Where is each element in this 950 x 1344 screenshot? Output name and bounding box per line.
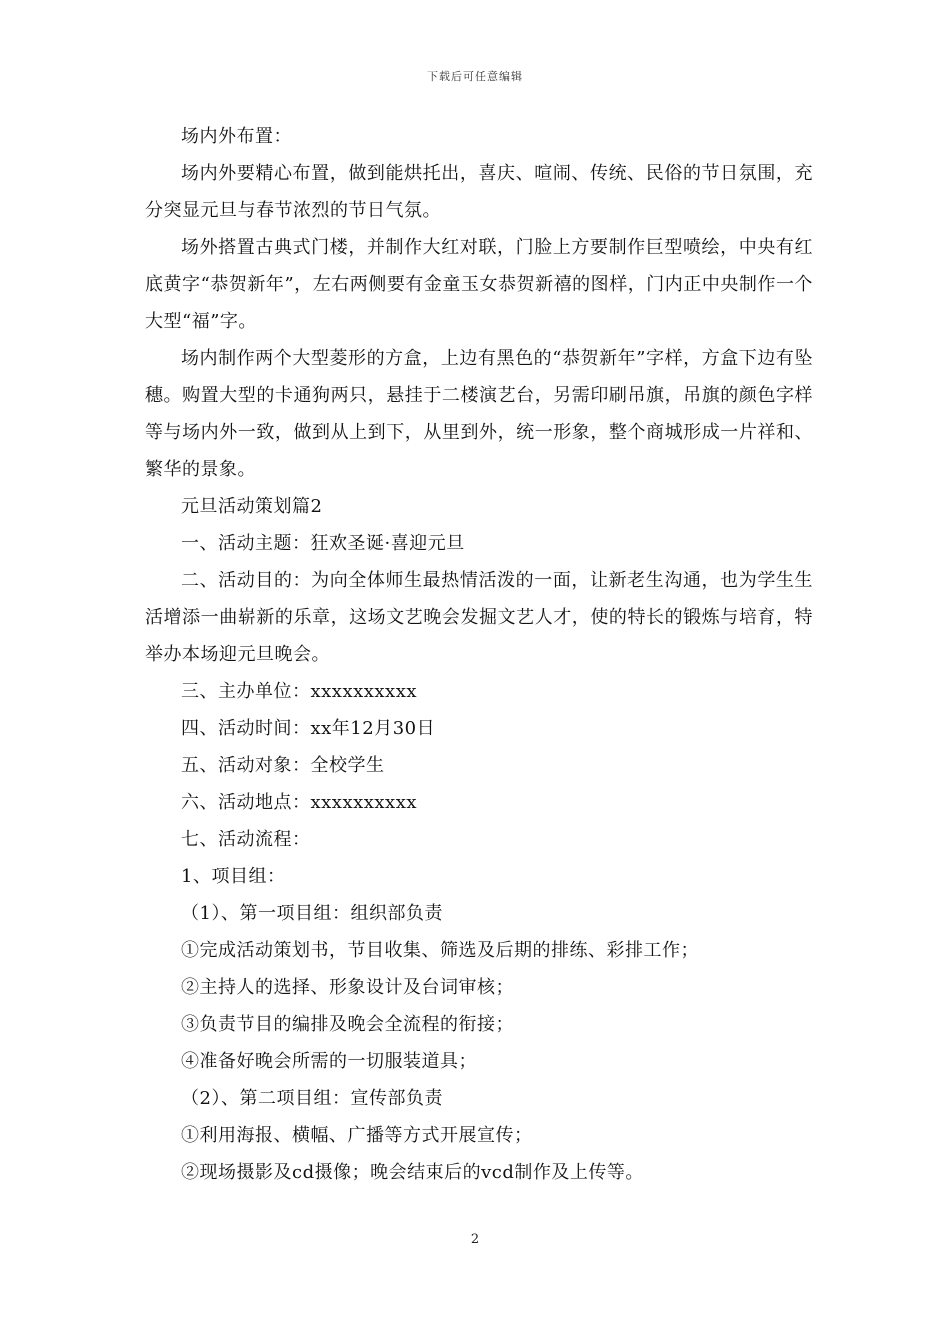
group-one-task-1: ①完成活动策划书，节目收集、筛选及后期的排练、彩排工作； xyxy=(181,940,699,961)
page-header-note: 下载后可任意编辑 xyxy=(427,70,523,83)
item-time: 四、活动时间：xx年12月30日 xyxy=(181,718,436,739)
item-purpose: 二、活动目的：为向全体师生最热情活泼的一面，让新老生沟通，也为学生生活增添一曲崭新的乐章，这场文艺晚会发掘文艺人才，使的特长的锻炼与培育，特举办本场迎元旦晚会。 xyxy=(145,570,813,665)
group-one-task-2: ②主持人的选择、形象设计及台词审核； xyxy=(181,977,514,998)
group-two-task-1: ①利用海报、横幅、广播等方式开展宣传； xyxy=(181,1125,533,1146)
page-number: 2 xyxy=(470,1232,480,1247)
section-heading-venue-layout: 场内外布置： xyxy=(181,126,292,147)
paragraph-indoor-decoration: 场内制作两个大型菱形的方盒，上边有黑色的“恭贺新年”字样，方盒下边有坠穗。购置大型的卡通狗两只，悬挂于二楼演艺台，另需印刷吊旗，吊旗的颜色字样等与场内外一致，做到从上到下，从里到外，统一形象，整个商城形成一片祥和、繁华的景象。 xyxy=(145,348,813,480)
subitem-project-groups: 1、项目组： xyxy=(181,866,286,887)
item-location: 六、活动地点：xxxxxxxxxx xyxy=(181,792,418,813)
paragraph-venue-decoration: 场内外要精心布置，做到能烘托出，喜庆、喧闹、传统、民俗的节日氛围，充分突显元旦与春节浓烈的节日气氛。 xyxy=(145,163,813,221)
group-one-task-4: ④准备好晚会所需的一切服装道具； xyxy=(181,1051,477,1072)
group-two-heading: （2）、第二项目组：宣传部负责 xyxy=(181,1088,443,1109)
item-process: 七、活动流程： xyxy=(181,829,311,850)
group-two-task-2: ②现场摄影及cd摄像；晚会结束后的vcd制作及上传等。 xyxy=(181,1162,644,1183)
article-title: 元旦活动策划篇2 xyxy=(181,496,323,517)
paragraph-outdoor-gate: 场外搭置古典式门楼，并制作大红对联，门脸上方要制作巨型喷绘，中央有红底黄字“恭贺新年”，左右两侧要有金童玉女恭贺新禧的图样，门内正中央制作一个大型“福”字。 xyxy=(145,237,813,332)
item-theme: 一、活动主题：狂欢圣诞·喜迎元旦 xyxy=(181,533,465,554)
group-one-heading: （1）、第一项目组：组织部负责 xyxy=(181,903,443,924)
item-audience: 五、活动对象：全校学生 xyxy=(181,755,385,776)
group-one-task-3: ③负责节目的编排及晚会全流程的衔接； xyxy=(181,1014,514,1035)
document-body xyxy=(145,118,813,1191)
item-organizer: 三、主办单位：xxxxxxxxxx xyxy=(181,681,418,702)
